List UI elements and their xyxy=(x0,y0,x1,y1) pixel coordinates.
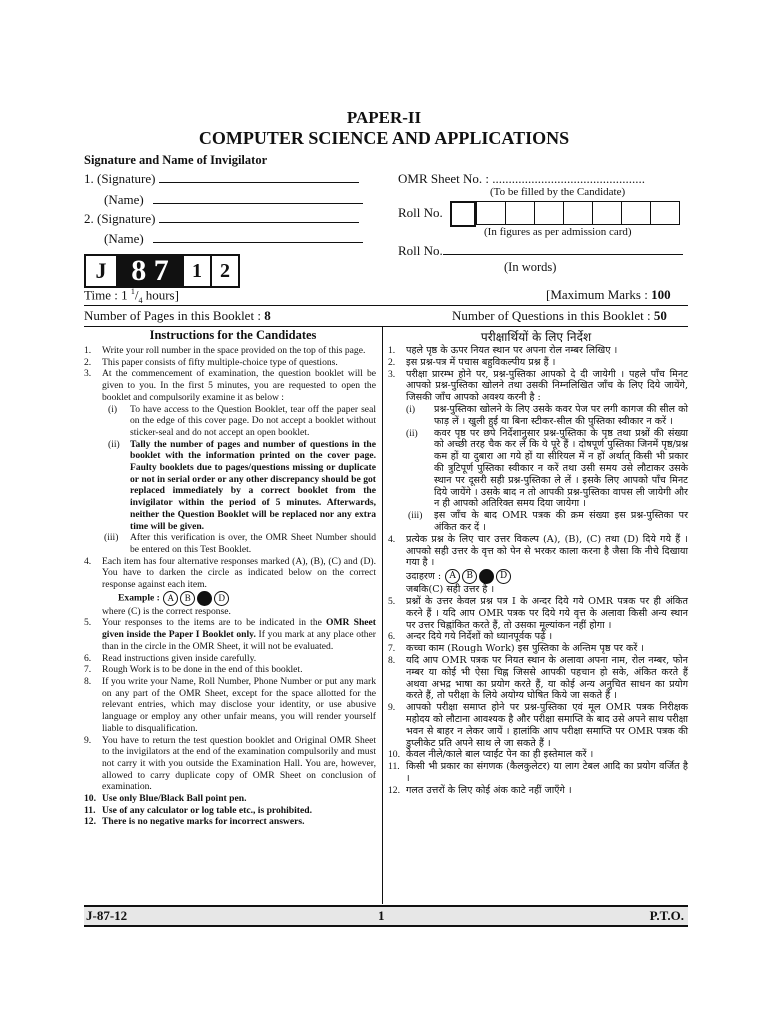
instruction-item: 11. Use of any calculator or log table etc., is prohibited. xyxy=(84,804,312,816)
invigilator-1-signature: 1. (Signature) xyxy=(84,171,359,187)
instruction-item: 2. This paper consists of fifty multiple-choice type of questions. xyxy=(84,356,338,368)
invigilator-2-signature: 2. (Signature) xyxy=(84,211,359,227)
instruction-item: 6. Read instructions given inside carefully. xyxy=(84,652,257,664)
roll-number-boxes[interactable] xyxy=(450,201,680,225)
instructions-english xyxy=(84,345,376,828)
option-circle-b: B xyxy=(180,591,195,606)
roll-digit-box[interactable] xyxy=(506,201,535,225)
invigilator-1-name: (Name) xyxy=(104,192,363,208)
paper-code-box xyxy=(84,254,240,288)
option-circle-c-filled xyxy=(479,569,494,584)
code-number: 8 7 xyxy=(116,256,184,286)
option-circle-a: A xyxy=(163,591,178,606)
paper-title: PAPER-II xyxy=(346,108,422,127)
roll-digit-box[interactable] xyxy=(476,201,506,225)
instruction-item-hindi: 1. पहले पृष्ठ के ऊपर नियत स्थान पर अपना रोल नम्बर लिखिए । xyxy=(388,345,618,356)
instructions-title-english: Instructions for the Candidates xyxy=(149,328,317,342)
roll-number-label: Roll No. xyxy=(398,205,443,220)
code-digit-1: 1 xyxy=(184,256,212,286)
instruction-item-hindi: 11. किसी भी प्रकार का संगणक (कैलकुलेटर) या लाग टेबल आदि का प्रयोग वर्जित है । xyxy=(388,761,688,784)
instruction-item: 10. Use only Blue/Black Ball point pen. xyxy=(84,793,247,805)
subject-title: COMPUTER SCIENCE AND APPLICATIONS xyxy=(198,128,570,148)
instruction-item: 7. Rough Work is to be done in the end of this booklet. xyxy=(84,664,303,676)
instructions-title-hindi: परीक्षार्थियों के लिए निर्देश xyxy=(480,330,592,344)
instruction-item: 12. There is no negative marks for incorrect answers. xyxy=(84,816,305,828)
instruction-item-hindi: 2. इस प्रश्न-पत्र में पचास बहुविकल्पीय प्रश्न हैं । xyxy=(388,356,556,368)
roll-number-words[interactable]: Roll No. xyxy=(398,243,683,259)
invigilator-2-name: (Name) xyxy=(104,231,363,247)
footer-bar xyxy=(84,905,688,927)
instruction-item-hindi: 7. कच्चा काम (Rough Work) इस पुस्तिका के अन्तिम पृष्ठ पर करें । xyxy=(388,643,644,655)
roll-words-hint: (In words) xyxy=(504,260,557,274)
instruction-item-hindi: 5. प्रश्नों के उत्तर केवल प्रश्न पत्र I के अन्दर दिये गये OMR पत्रक पर ही अंकित करने हैं । यदि आप OMR पत्रक पर दिये गये वृत्त के अलावा किसी अन्य स्थान पर उत्तर चिह्नांकित करते हैं, तो उसका मूल्यांकन नहीं होगा । xyxy=(388,595,688,631)
instruction-item-hindi: 4. प्रत्येक प्रश्न के लिए चार उत्तर विकल्प (A), (B), (C) तथा (D) दिये गये हैं । आपको सही उत्तर के वृत्त को पेन से भरकर काला करना है जैसा कि नीचे दिखाया गया है । उदाहरण : A B D जबकि(C) सही उत्तर है । xyxy=(388,533,688,596)
roll-digit-box[interactable] xyxy=(450,201,476,227)
instruction-item-hindi: 3. परीक्षा प्रारम्भ होने पर, प्रश्न-पुस्तिका आपको दे दी जायेगी । पहले पाँच मिनट आपको प्रश्न-पुस्तिका खोलने तथा उसकी निम्नलिखित जाँच के लिए दिये जायेंगे, जिसकी जाँच आपको अवश्य करनी है : (i) प्रश्न-पुस्तिका खोलने के लिए उसके कवर पेज पर लगी कागज की सील को फाड़ लें । खुली हुई या बिना स्टीकर-सील की पुस्तिका स्वीकार न करें । (ii) कवर पृष्ठ पर छपे निर्देशानुसार प्रश्न-पुस्तिका के पृष्ठ तथा प्रश्नों की संख्या को अच्छी तरह चैक कर लें कि ये पूरे हैं । दोषपूर्ण पुस्तिका जिनमें पृष्ठ/प्रश्न कम हों या दुबारा आ गये हों या सीरियल में न हों अर्थात् किसी भी प्रकार की त्रुटिपूर्ण पुस्तिका स्वीकार न करें तथा उसी समय उसे लौटाकर उसके स्थान पर दूसरी सही प्रश्न-पुस्तिका ले लें । इसके लिए आपको पाँच मिनट दिये जायेंगे । उसके बाद न तो आपकी प्रश्न-पुस्तिका वापस ली जायेगी और न ही आपको अतिरिक्त समय दिया जायेगा । (iii) इस जाँच के बाद OMR पत्रक की क्रम संख्या इस प्रश्न-पुस्तिका पर अंकित कर दें । xyxy=(388,368,688,533)
maximum-marks: [Maximum Marks : 100 xyxy=(546,287,671,302)
roll-digit-box[interactable] xyxy=(651,201,680,225)
roll-digit-box[interactable] xyxy=(564,201,593,225)
omr-sheet-number[interactable]: OMR Sheet No. : ............................................... xyxy=(398,171,645,186)
column-divider xyxy=(382,326,383,904)
footer-code: J-87-12 xyxy=(86,908,128,923)
example-row-hindi: उदाहरण : A B D xyxy=(406,569,688,584)
option-circle-a: A xyxy=(445,569,460,584)
omr-filled-by-note: (To be filled by the Candidate) xyxy=(490,186,626,198)
instruction-item: 4. Each item has four alternative responses marked (A), (B), (C) and (D). You have to darken the circle as indicated below on the correct response against each item. Example : A B D where (C) is the correct response. xyxy=(84,555,376,617)
questions-count: Number of Questions in this Booklet : 50 xyxy=(452,308,667,323)
instruction-item: 9. You have to return the test question booklet and Original OMR Sheet to the invigilators at the end of the examination compulsorily and must not carry it with you outside the Examination Hall. You are, however, allowed to carry duplicate copy of OMR Sheet on conclusion of examination. xyxy=(84,734,376,793)
instruction-item: 5. Your responses to the items are to be indicated in the OMR Sheet given inside the Paper I Booklet only. If you mark at any place other than in the circle in the OMR Sheet, it will not be evaluated. xyxy=(84,617,376,652)
instruction-item-hindi: 6. अन्दर दिये गये निर्देशों को ध्यानपूर्वक पढ़ें । xyxy=(388,631,553,643)
roll-digit-box[interactable] xyxy=(535,201,564,225)
example-row: Example : A B D xyxy=(118,591,376,606)
code-letter: J xyxy=(95,258,107,283)
option-circle-d: D xyxy=(214,591,229,606)
pages-count: Number of Pages in this Booklet : 8 xyxy=(84,308,271,323)
name-line[interactable] xyxy=(153,192,363,204)
signature-line[interactable] xyxy=(159,171,359,183)
roll-digit-box[interactable] xyxy=(622,201,651,225)
code-digit-2: 2 xyxy=(220,260,230,282)
instruction-item: 8. If you write your Name, Roll Number, Phone Number or put any mark on any part of the OMR Sheet, except for the space allotted for the relevant entries, which may disclose your identity, or use abusive language or employ any other unfair means, you will render yourself liable to disqualification. xyxy=(84,675,376,734)
pto-label: P.T.O. xyxy=(649,908,684,923)
instruction-item-hindi: 8. यदि आप OMR पत्रक पर नियत स्थान के अलावा अपना नाम, रोल नम्बर, फोन नम्बर या कोई भी ऐसा चिह्न जिससे आपकी पहचान हो सके, अंकित करते हैं अथवा अभद्र भाषा का प्रयोग करते हैं, या कोई अन्य अनुचित साधन का प्रयोग करते हैं, तो परीक्षा के लिये अयोग्य घोषित किये जा सकते हैं । xyxy=(388,654,688,702)
name-line[interactable] xyxy=(153,231,363,243)
instructions-hindi xyxy=(388,345,688,796)
instruction-item-hindi: 12. गलत उत्तरों के लिए कोई अंक काटे नहीं जाएँगे । xyxy=(388,784,572,796)
instruction-item: 1. Write your roll number in the space provided on the top of this page. xyxy=(84,345,366,356)
time-allowed: Time : 1 $^1/_4$ hours] xyxy=(84,287,179,305)
instruction-item-hindi: 9. आपको परीक्षा समाप्त होने पर प्रश्न-पुस्तिका एवं मूल OMR पत्रक निरीक्षक महोदय को लौटाना आवश्यक है और परीक्षा समाप्ति के बाद उसे अपने साथ परीक्षा भवन से बाहर न लेकर जायें । हालांकि आप परीक्षा समाप्ति पर OMR पत्रक की डुप्लीकेट प्रति अपने साथ ले जा सकते हैं । xyxy=(388,702,689,749)
option-circle-d: D xyxy=(496,569,511,584)
divider xyxy=(84,326,688,327)
page-number: 1 xyxy=(378,908,385,923)
invigilator-heading: Signature and Name of Invigilator xyxy=(84,153,268,167)
divider xyxy=(84,305,688,306)
instruction-item-hindi: 10. केवल नीले/काले बाल प्वाईंट पेन का ही इस्तेमाल करें । xyxy=(388,749,594,761)
option-circle-b: B xyxy=(462,569,477,584)
option-circle-c-filled xyxy=(197,591,212,606)
roll-figures-hint: (In figures as per admission card) xyxy=(484,226,632,238)
instruction-item: 3. At the commencement of examination, the question booklet will be given to you. In the first 5 minutes, you are requested to open the booklet and compulsorily examine it as below : (i) To have access to the Question Booklet, tear off the paper seal on the edge of this cover page. Do not accept a booklet without sticker-seal and do not accept an open booklet. (ii) Tally the number of pages and number of questions in the booklet with the information printed on the cover page. Faulty booklets due to pages/questions missing or duplicate or not in serial order or any other discrepancy should be got replaced immediately by a correct booklet from the invigilator within the period of 5 minutes. Afterwards, neither the Question Booklet will be replaced nor any extra time will be given. (iii) After this verification is over, the OMR Sheet Number should be entered on this Test Booklet. xyxy=(84,368,376,555)
signature-line[interactable] xyxy=(159,211,359,223)
roll-digit-box[interactable] xyxy=(593,201,622,225)
